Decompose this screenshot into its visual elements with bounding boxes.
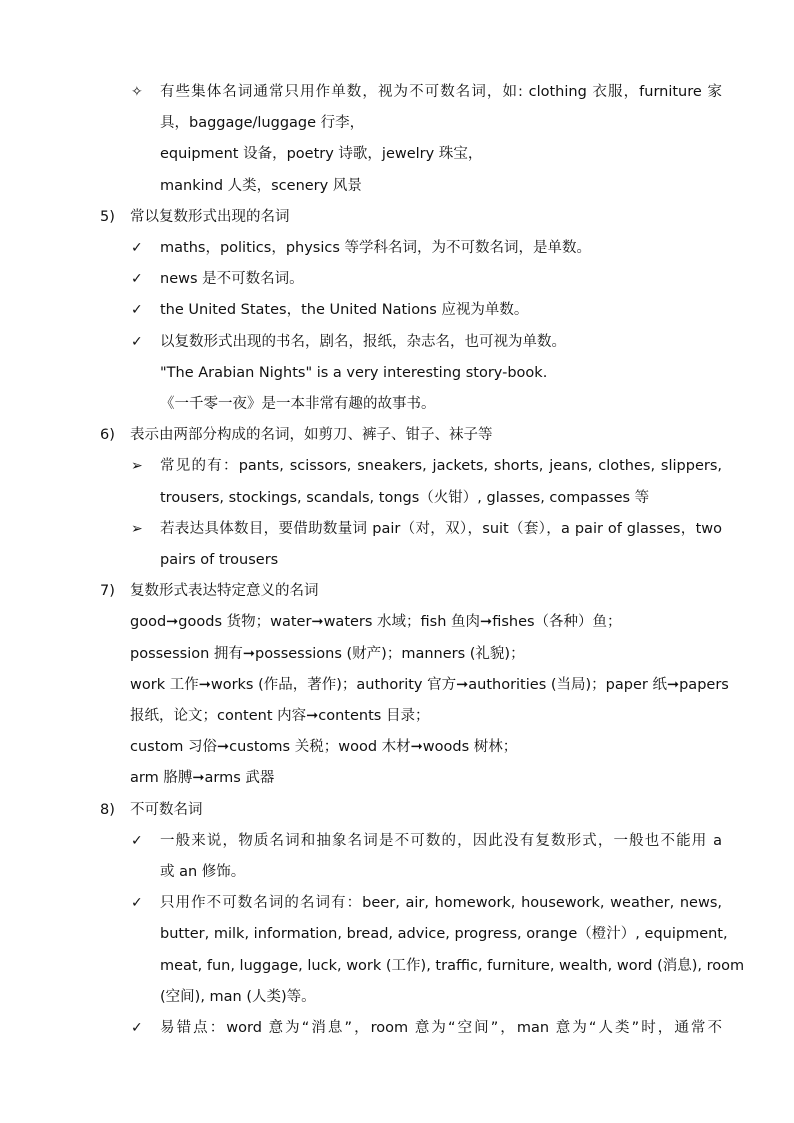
text-line: 若表达具体数目，要借助数量词 pair（对，双），suit（套），a pair of glasses，two xyxy=(160,521,722,537)
text-line: 常见的有：pants, scissors, sneakers, jackets, shorts, jeans, clothes, slippers, xyxy=(160,458,722,474)
text-line: custom 习俗➞customs 关税；wood 木材➞woods 树林； xyxy=(130,739,518,755)
text-line: trousers, stockings, scandals, tongs（火钳）, glasses, compasses 等 xyxy=(160,490,650,506)
text-line: the United States，the United Nations 应视为单数。 xyxy=(160,302,529,318)
section-heading: 常以复数形式出现的名词 xyxy=(130,209,290,225)
text-line: good➞goods 货物；water➞waters 水域；fish 鱼肉➞fishes（各种）鱼； xyxy=(130,614,622,630)
text-line: news 是不可数名词。 xyxy=(160,271,304,287)
diamond-bullet-icon: ✧ xyxy=(131,84,143,100)
check-bullet-icon: ✓ xyxy=(131,334,143,350)
text-line: maths，politics，physics 等学科名词，为不可数名词，是单数。 xyxy=(160,240,592,256)
section-number: 5) xyxy=(100,209,115,225)
section-number: 7) xyxy=(100,583,115,599)
example-sentence: "The Arabian Nights" is a very interesting story-book. xyxy=(160,365,548,381)
check-bullet-icon: ✓ xyxy=(131,833,143,849)
text-line: 或 an 修饰。 xyxy=(160,864,246,880)
text-line: (空间), man (人类)等。 xyxy=(160,989,316,1005)
section-heading: 复数形式表达特定意义的名词 xyxy=(130,583,319,599)
text-line: meat, fun, luggage, luck, work (工作), traffic, furniture, wealth, word (消息), room xyxy=(160,958,745,974)
text-line: possession 拥有➞possessions (财产)；manners (礼貌)； xyxy=(130,646,525,662)
text-line: 具，baggage/luggage 行李， xyxy=(160,115,365,131)
section-heading: 不可数名词 xyxy=(130,802,203,818)
arrow-bullet-icon: ➢ xyxy=(131,458,143,474)
section-number: 8) xyxy=(100,802,115,818)
arrow-bullet-icon: ➢ xyxy=(131,521,143,537)
text-line: pairs of trousers xyxy=(160,552,279,568)
text-line: 有些集体名词通常只用作单数，视为不可数名词，如: clothing 衣服，furniture 家 xyxy=(160,84,722,100)
text-line: 易错点：word 意为“消息”，room 意为“空间”，man 意为“人类”时，通常不 xyxy=(160,1020,722,1036)
check-bullet-icon: ✓ xyxy=(131,1020,143,1036)
text-line: equipment 设备，poetry 诗歌，jewelry 珠宝， xyxy=(160,146,483,162)
example-translation: 《一千零一夜》是一本非常有趣的故事书。 xyxy=(160,396,436,412)
text-line: 以复数形式出现的书名，剧名，报纸，杂志名，也可视为单数。 xyxy=(160,334,566,350)
text-line: mankind 人类，scenery 风景 xyxy=(160,178,362,194)
text-line: work 工作➞works (作品，著作)；authority 官方➞authorities (当局)；paper 纸➞papers xyxy=(130,677,729,693)
section-number: 6) xyxy=(100,427,115,443)
text-line: arm 胳膊➞arms 武器 xyxy=(130,770,275,786)
check-bullet-icon: ✓ xyxy=(131,240,143,256)
text-line: 报纸，论文；content 内容➞contents 目录； xyxy=(130,708,430,724)
section-heading: 表示由两部分构成的名词，如剪刀、裤子、钳子、袜子等 xyxy=(130,427,493,443)
check-bullet-icon: ✓ xyxy=(131,302,143,318)
text-line: butter, milk, information, bread, advice, progress, orange（橙汁）, equipment, xyxy=(160,926,728,942)
text-line: 只用作不可数名词的名词有：beer, air, homework, housework, weather, news, xyxy=(160,895,722,911)
check-bullet-icon: ✓ xyxy=(131,271,143,287)
text-line: 一般来说，物质名词和抽象名词是不可数的，因此没有复数形式，一般也不能用 a xyxy=(160,833,722,849)
check-bullet-icon: ✓ xyxy=(131,895,143,911)
